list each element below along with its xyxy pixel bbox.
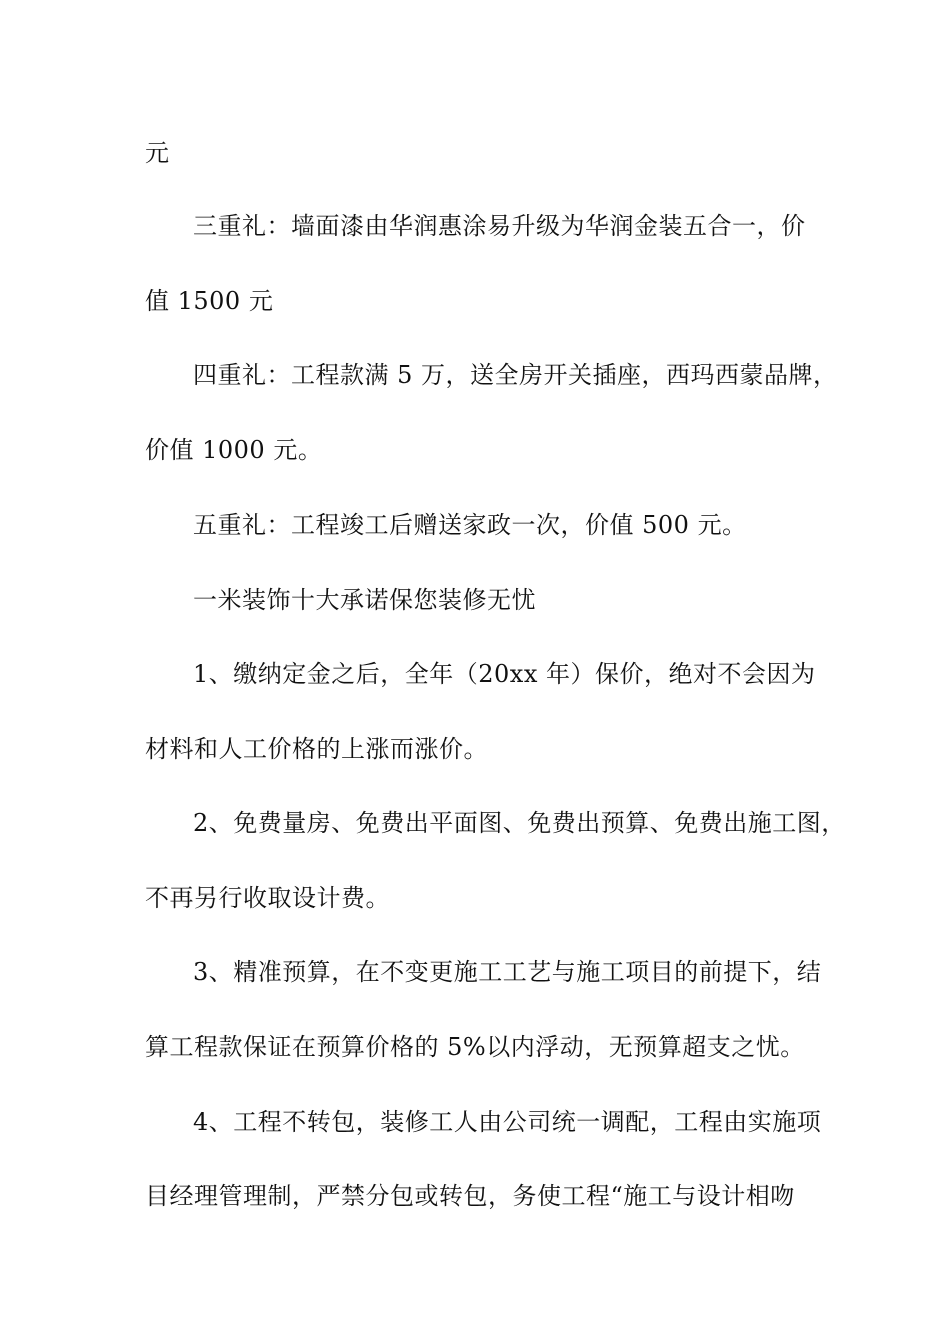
promise-item-4: 4、工程不转包，装修工人由公司统一调配，工程由实施项: [193, 1108, 822, 1136]
promise-item-3: 3、精准预算，在不变更施工工艺与施工项目的前提下，结: [193, 958, 822, 986]
text-line: 目经理管理制，严禁分包或转包，务使工程“施工与设计相吻: [145, 1182, 795, 1210]
paragraph-gift-four: 四重礼：工程款满 5 万，送全房开关插座，西玛西蒙品牌，: [193, 361, 838, 389]
text-line: 不再另行收取设计费。: [145, 884, 390, 912]
text-line: 算工程款保证在预算价格的 5%以内浮动，无预算超支之忧。: [145, 1033, 805, 1061]
promise-item-1: 1、缴纳定金之后，全年（20xx 年）保价，绝对不会因为: [193, 660, 816, 688]
text-line: 价值 1000 元。: [145, 436, 323, 464]
paragraph-gift-five: 五重礼：工程竣工后赠送家政一次，价值 500 元。: [193, 511, 747, 539]
text-line: 材料和人工价格的上涨而涨价。: [145, 735, 488, 763]
paragraph-gift-three: 三重礼：墙面漆由华润惠涂易升级为华润金装五合一，价: [193, 212, 806, 240]
section-heading: 一米装饰十大承诺保您装修无忧: [193, 586, 536, 614]
promise-item-2: 2、免费量房、免费出平面图、免费出预算、免费出施工图，: [193, 809, 846, 837]
text-line: 元: [145, 139, 170, 167]
text-line: 值 1500 元: [145, 287, 274, 315]
